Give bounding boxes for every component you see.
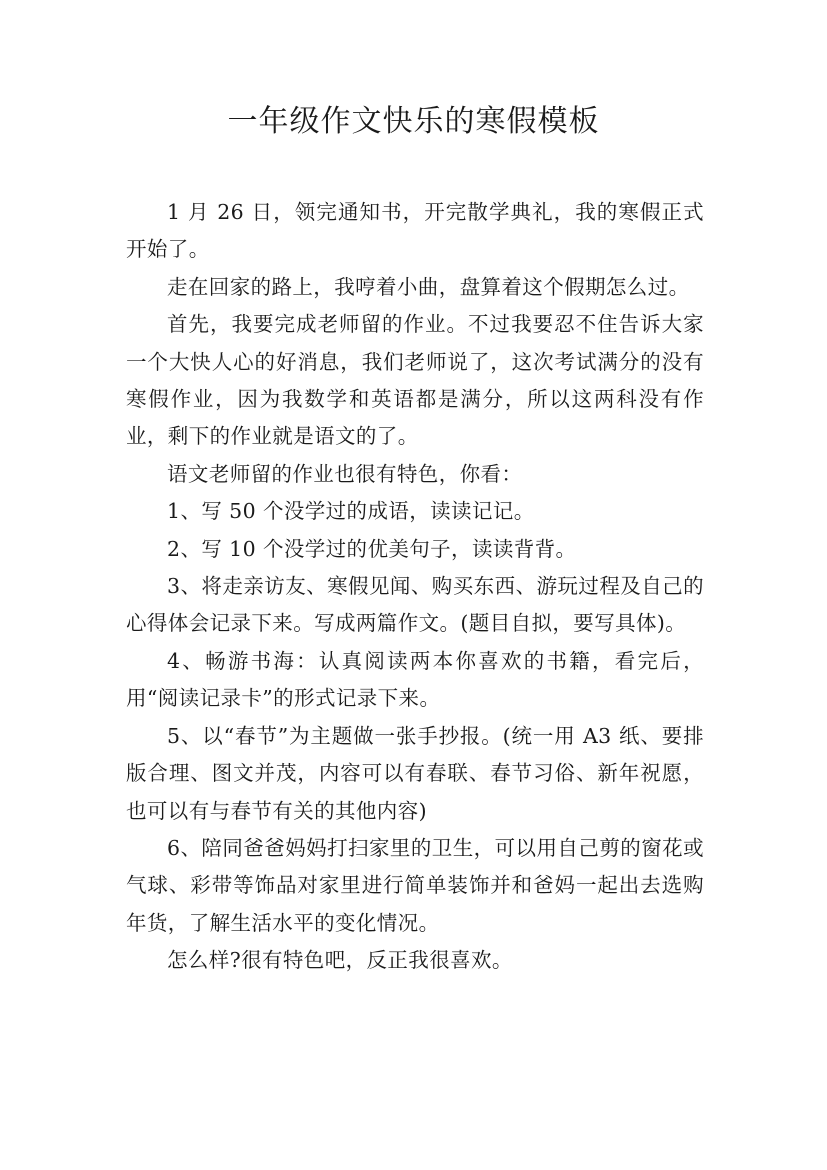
list-item-6: 6、陪同爸爸妈妈打扫家里的卫生，可以用自己剪的窗花或气球、彩带等饰品对家里进行简单装饰并和爸妈一起出去选购年货，了解生活水平的变化情况。	[126, 835, 704, 935]
closing-paragraph: 怎么样?很有特色吧，反正我很喜欢。	[167, 948, 513, 973]
document-title: 一年级作文快乐的寒假模板	[227, 104, 600, 139]
document-body	[126, 194, 704, 980]
list-item-2: 2、写 10 个没学过的优美句子，读读背背。	[167, 536, 577, 561]
paragraph-1: 1 月 26 日，领完通知书，开完散学典礼，我的寒假正式开始了。	[126, 200, 704, 262]
list-item-5: 5、以“春节”为主题做一张手抄报。(统一用 A3 纸、要排版合理、图文并茂，内容可以有春联、春节习俗、新年祝愿，也可以有与春节有关的其他内容)	[126, 723, 704, 823]
paragraph-4: 语文老师留的作业也很有特色，你看：	[167, 461, 523, 486]
list-item-1: 1、写 50 个没学过的成语，读读记记。	[167, 499, 535, 524]
paragraph-3: 首先，我要完成老师留的作业。不过我要忍不住告诉大家一个大快人心的好消息，我们老师说了，这次考试满分的没有寒假作业，因为我数学和英语都是满分，所以这两科没有作业，剩下的作业就是语文的了。	[126, 312, 704, 449]
list-item-4: 4、畅游书海：认真阅读两本你喜欢的书籍，看完后，用“阅读记录卡”的形式记录下来。	[126, 648, 704, 711]
paragraph-2: 走在回家的路上，我哼着小曲，盘算着这个假期怎么过。	[167, 274, 690, 299]
list-item-3: 3、将走亲访友、寒假见闻、购买东西、游玩过程及自己的心得体会记录下来。写成两篇作文。(题目自拟，要写具体)。	[126, 574, 704, 636]
